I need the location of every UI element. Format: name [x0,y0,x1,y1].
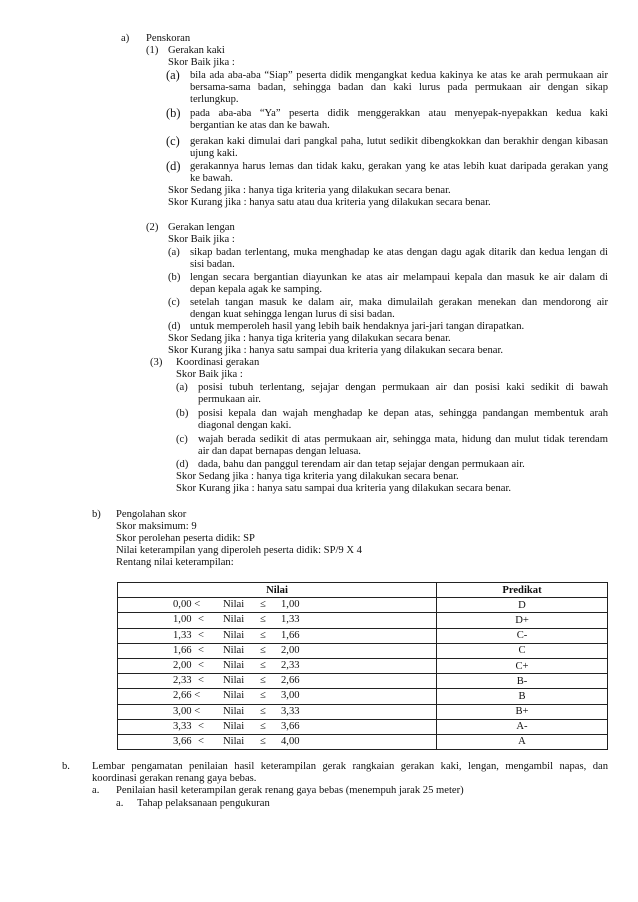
kaki-sedang: Skor Sedang jika : hanya tiga kriteria yang dilakukan secara benar. [168,185,451,196]
kaki-item-a-marker: (a) [166,68,180,82]
range-high: 2,00 [281,644,300,656]
lengan-item-d-line1: untuk memperoleh hasil yang lebih baik hendaknya jari-jari tangan dirapatkan. [190,321,525,332]
range-le: ≤ [260,629,266,641]
range-high: 2,33 [281,659,300,671]
range-le: ≤ [260,705,266,717]
kaki-item-d-marker: (d) [166,159,181,173]
nilai-range-cell [118,719,437,734]
range-nilai: Nilai [223,629,245,641]
koordinasi-item-d-marker: (d) [176,459,189,470]
predikat-cell: C+ [437,658,608,673]
range-low: 1,66 [173,644,192,656]
range-low: 2,66 < [173,690,201,702]
nilai-range-cell [118,704,437,719]
range-lt: < [198,720,204,732]
koordinasi-item-a-marker: (a) [176,382,188,393]
koordinasi-item-b-line1: posisi kepala dan wajah menghadap ke depan atas, sehingga pandangan membentuk arah [198,408,608,419]
kaki-item-b-line2: bergantian ke atas dan ke bawah. [190,120,330,131]
range-le: ≤ [260,659,266,671]
section-a-marker: a) [121,33,130,44]
section-b-marker: b) [92,509,101,520]
range-nilai: Nilai [223,614,245,626]
bottom-aa-marker: a. [116,798,124,809]
nilai-range-cell [118,643,437,658]
koordinasi-item-d-line1: dada, bahu dan panggul terendam air dan tetap sejajar dengan permukaan air. [198,459,525,470]
nilai-range-cell [118,674,437,689]
table-row [118,674,608,689]
range-le: ≤ [260,599,266,611]
range-lt: < [198,659,204,671]
range-low: 2,00 [173,659,192,671]
header-nilai: Nilai [118,583,437,598]
lengan-item-b-marker: (b) [168,272,181,283]
range-lt: < [198,614,204,626]
nilai-range-cell [118,628,437,643]
predikat-cell: B [437,689,608,704]
koordinasi-item-a-line2: permukaan air. [198,394,261,405]
predikat-cell: A- [437,719,608,734]
kaki-item-b-line1: pada aba-aba “Ya” peserta didik menggerakkan atau menyepak-nyepakkan kedua kaki [190,108,608,119]
table-row [118,658,608,673]
lengan-item-c-line2: dengan kuat sehingga lengan lurus di sisi badan. [190,309,395,320]
range-high: 4,00 [281,735,300,747]
kaki-item-d-line2: ke bawah. [190,173,233,184]
lengan-kurang: Skor Kurang jika : hanya satu sampai dua kriteria yang dilakukan secara benar. [168,345,504,356]
section-b-title: Pengolahan skor [116,509,187,520]
koordinasi-item-b-line2: diagonal dengan kaki. [198,420,292,431]
lengan-item-c-line1: setelah tangan masuk ke dalam air, maka dimulailah gerakan menekan dan mendorong air [190,297,608,308]
table-row [118,734,608,749]
lengan-item-a-line1: sikap badan terlentang, muka menghadap ke atas dengan dagu agak ditarik dan kedua lengan di [190,247,608,258]
koordinasi-item-c-line2: air dan dapat bernapas dengan leluasa. [198,446,361,457]
lengan-item-b-line1: lengan secara bergantian diayunkan ke atas air melampaui kepala dan masuk ke air dalam di [190,272,608,283]
predikat-cell: D [437,598,608,613]
range-low: 3,66 [173,735,192,747]
koordinasi-item-a-line1: posisi tubuh terlentang, sejajar dengan permukaan air dan posisi kaki sedikit di bawah [198,382,608,393]
koordinasi-item-c-marker: (c) [176,434,188,445]
table-row [118,613,608,628]
koordinasi-title: Koordinasi gerakan [176,357,260,368]
bottom-b-line1: Lembar pengamatan penilaian hasil keterampilan gerak rangkaian gerakan kaki, lengan, mengambil napas, dan [92,761,608,772]
range-le: ≤ [260,735,266,747]
range-nilai: Nilai [223,675,245,687]
kaki-marker: (1) [146,45,159,56]
range-low: 1,00 [173,614,192,626]
range-nilai: Nilai [223,599,245,611]
kaki-item-a-line3: terlungkup. [190,94,239,105]
lengan-item-d-marker: (d) [168,321,181,332]
range-high: 2,66 [281,675,300,687]
section-a-title: Penskoran [146,33,191,44]
kaki-kurang: Skor Kurang jika : hanya satu atau dua kriteria yang dilakukan secara benar. [168,197,491,208]
rentang-label: Rentang nilai keterampilan: [116,557,234,568]
koordinasi-item-b-marker: (b) [176,408,189,419]
kaki-item-c-line2: ujung kaki. [190,148,238,159]
lengan-marker: (2) [146,222,159,233]
koordinasi-baik-label: Skor Baik jika : [176,369,243,380]
koordinasi-marker: (3) [150,357,163,368]
range-low: 2,33 [173,675,192,687]
range-lt: < [198,644,204,656]
range-low: 0,00 < [173,599,201,611]
range-le: ≤ [260,644,266,656]
range-nilai: Nilai [223,690,245,702]
table-row [118,689,608,704]
kaki-item-a-line2: bersama-sama badan, sehingga badan dan kaki lurus pada permukaan air dengan sikap [190,82,608,93]
lengan-title: Gerakan lengan [168,222,235,233]
kaki-title: Gerakan kaki [168,45,225,56]
kaki-item-b-marker: (b) [166,106,181,120]
skor-perolehan: Skor perolehan peserta didik: SP [116,533,255,544]
lengan-baik-label: Skor Baik jika : [168,234,235,245]
range-low: 1,33 [173,629,192,641]
kaki-item-a-line1: bila ada aba-aba “Siap” peserta didik mengangkat kedua kakinya ke atas ke arah permukaan air [190,70,608,81]
predikat-cell: A [437,734,608,749]
header-predikat: Predikat [437,583,608,598]
range-high: 1,33 [281,614,300,626]
table-row [118,598,608,613]
lengan-sedang: Skor Sedang jika : hanya tiga kriteria yang dilakukan secara benar. [168,333,451,344]
predikat-cell: C- [437,628,608,643]
nilai-range-cell [118,658,437,673]
koordinasi-kurang: Skor Kurang jika : hanya satu sampai dua kriteria yang dilakukan secara benar. [176,483,512,494]
lengan-item-c-marker: (c) [168,297,180,308]
kaki-item-c-marker: (c) [166,134,180,148]
nilai-range-cell [118,613,437,628]
range-lt: < [198,735,204,747]
nilai-range-cell [118,734,437,749]
koordinasi-sedang: Skor Sedang jika : hanya tiga kriteria yang dilakukan secara benar. [176,471,459,482]
table-row [118,719,608,734]
table-header-row [118,583,608,598]
koordinasi-item-c-line1: wajah berada sedikit di atas permukaan air, sehingga mata, hidung dan mulut tidak terendam [198,434,608,445]
bottom-b-line2: koordinasi gerakan renang gaya bebas. [92,773,257,784]
range-nilai: Nilai [223,705,245,717]
nilai-formula: Nilai keterampilan yang diperoleh peserta didik: SP/9 X 4 [116,545,362,556]
range-nilai: Nilai [223,735,245,747]
bottom-b-marker: b. [62,761,70,772]
rentang-nilai-table [117,582,608,750]
kaki-item-d-line1: gerakannya harus lemas dan tidak kaku, gerakan yang ke atas lebih kuat daripada gerakan yang [190,161,608,172]
range-high: 1,66 [281,629,300,641]
table-row [118,628,608,643]
bottom-aa-text: Tahap pelaksanaan pengukuran [137,798,270,809]
range-lt: < [198,629,204,641]
predikat-cell: C [437,643,608,658]
bottom-a-text: Penilaian hasil keterampilan gerak renang gaya bebas (menempuh jarak 25 meter) [116,785,464,796]
lengan-item-a-marker: (a) [168,247,180,258]
range-low: 3,00 < [173,705,201,717]
kaki-item-c-line1: gerakan kaki dimulai dari pangkal paha, lutut sedikit dibengkokkan dan berakhir dengan kibasan [190,136,608,147]
lengan-item-b-line2: depan kepala agak ke samping. [190,284,323,295]
lengan-item-a-line2: sisi badan. [190,259,235,270]
skor-maksimum: Skor maksimum: 9 [116,521,197,532]
range-le: ≤ [260,690,266,702]
range-nilai: Nilai [223,659,245,671]
range-high: 3,33 [281,705,300,717]
range-le: ≤ [260,614,266,626]
nilai-range-cell [118,689,437,704]
range-high: 3,00 [281,690,300,702]
range-low: 3,33 [173,720,192,732]
range-high: 3,66 [281,720,300,732]
bottom-a-marker: a. [92,785,100,796]
table-row [118,704,608,719]
kaki-baik-label: Skor Baik jika : [168,57,235,68]
range-nilai: Nilai [223,720,245,732]
range-le: ≤ [260,720,266,732]
range-lt: < [198,675,204,687]
table-row [118,643,608,658]
range-le: ≤ [260,675,266,687]
range-high: 1,00 [281,599,300,611]
predikat-cell: B- [437,674,608,689]
predikat-cell: D+ [437,613,608,628]
predikat-cell: B+ [437,704,608,719]
nilai-range-cell [118,598,437,613]
range-nilai: Nilai [223,644,245,656]
